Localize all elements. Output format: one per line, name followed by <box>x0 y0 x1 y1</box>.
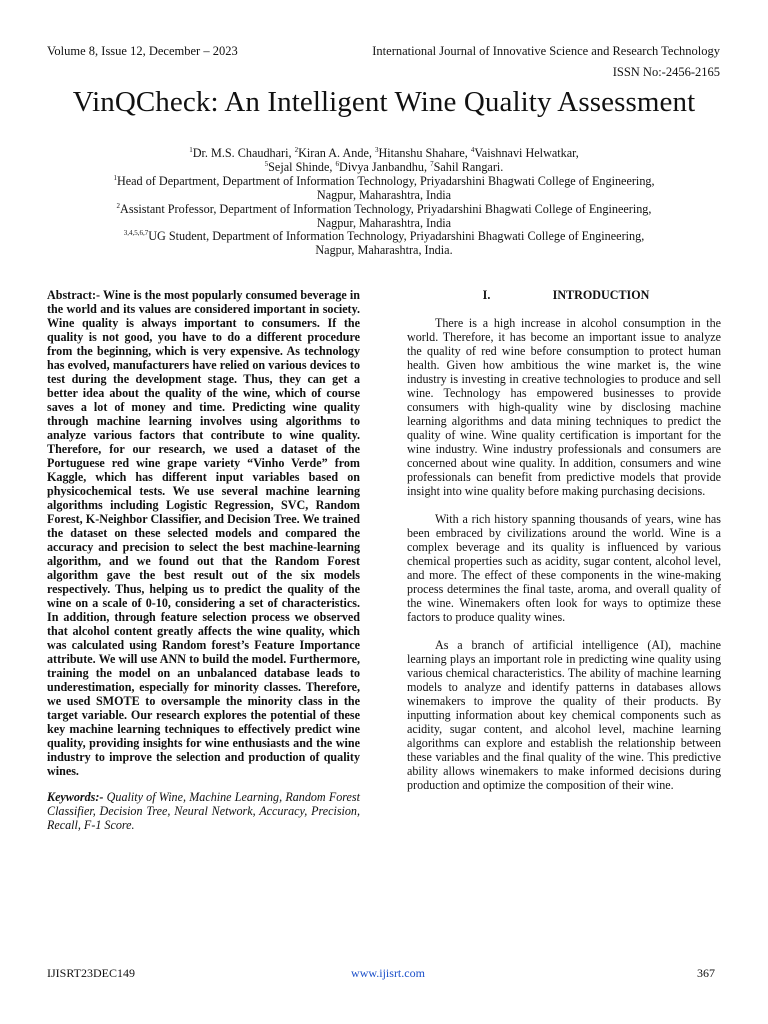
intro-paragraph-3: As a branch of artificial intelligence (AI), machine learning plays an important role in predicting wine quality using various chemical characteristics. The ability of machine learning models to analyze and identify patterns in databases allows winemakers to improve the quality of their products. By inputting information about key chemical components such as acidity, sugar content, and alcohol level, machine learning algorithms can explore and establish the relationship between these variables and the final quality of the wine. This predictive ability allows winemakers to make informed decisions during production and optimize the composition of their wine. <box>407 638 721 792</box>
section-heading-introduction <box>407 288 721 302</box>
author-line-2 <box>70 161 698 175</box>
affiliation-sup: 1 <box>113 173 117 182</box>
affiliation-1-location: Nagpur, Maharashtra, India <box>316 187 452 202</box>
left-column <box>47 288 360 832</box>
affiliation-sup: 3,4,5,6,7 <box>123 229 149 238</box>
right-column <box>407 288 721 806</box>
footer-page-number: 367 <box>697 966 715 980</box>
author-sup: 7 <box>430 159 434 168</box>
author-line-1 <box>70 147 698 161</box>
intro-paragraph-2: With a rich history spanning thousands of years, wine has been embraced by civilizations around the world. Wine is a complex beverage and its quality is influenced by various chemical properties such as acidity, sugar content, alcohol level, and more. The effect of these components in the wine-making process determines the final taste, aroma, and overall quality of the wine. Winemakers often look for ways to optimize these factors to produce quality wines. <box>407 512 721 624</box>
author-sup: 1 <box>189 146 193 154</box>
affiliation-text: Head of Department, Department of Information Technology, Priyadarshini Bhagwati College of Engineering, <box>116 173 655 188</box>
author-name: Vaishnavi Helwatkar, <box>474 146 579 160</box>
header-journal: International Journal of Innovative Science and Research Technology <box>372 44 720 58</box>
footer-article-id: IJISRT23DEC149 <box>47 966 135 980</box>
affiliation-text: UG Student, Department of Information Technology, Priyadarshini Bhagwati College of Engineering, <box>148 229 645 244</box>
header-volume: Volume 8, Issue 12, December – 2023 <box>47 44 238 58</box>
affiliation-3 <box>70 230 698 244</box>
affiliation-2-location: Nagpur, Maharashtra, India <box>316 215 452 230</box>
author-sup: 2 <box>294 146 299 154</box>
affiliation-sup: 2 <box>116 201 121 210</box>
intro-paragraph-1: There is a high increase in alcohol consumption in the world. Therefore, it has become an important issue to analyze the quality of red wine before consumption to protect human health. Given how ambitious the wine market is, the wine industry is investing in creative technologies to produce and sell wine. Technology has empowered businesses to provide consumers with high-quality wine by disclosing machine learning algorithms and data mining techniques to predict the quality of wine. Wine quality certification is important for the wine industry. Wine industry professionals and consumers are concerned about wine quality. In addition, consumers and wine professionals can benefit from predictive models that provide insight into wine quality before making purchasing decisions. <box>407 316 721 498</box>
keywords-text: Quality of Wine, Machine Learning, Random Forest Classifier, Decision Tree, Neural Network, Accuracy, Precision, Recall, F-1 Score. <box>47 790 360 832</box>
affiliation-1 <box>70 175 698 189</box>
paper-title: VinQCheck: An Intelligent Wine Quality Assessment <box>72 86 696 118</box>
author-name: Dr. M.S. Chaudhari, <box>192 146 295 160</box>
author-sup: 4 <box>470 146 475 154</box>
section-number: I. <box>482 288 491 302</box>
affiliation-2 <box>70 203 698 217</box>
header-issn: ISSN No:-2456-2165 <box>612 65 720 79</box>
author-name: Divya Janbandhu, <box>339 159 431 174</box>
keywords-label: Keywords:- <box>47 790 104 804</box>
author-sup: 3 <box>374 146 379 154</box>
author-name: Kiran A. Ande, <box>298 146 375 160</box>
section-title: INTRODUCTION <box>552 288 650 302</box>
author-sup: 5 <box>264 159 269 168</box>
keywords <box>47 790 360 832</box>
author-sup: 6 <box>335 159 340 168</box>
authors-block <box>70 147 698 258</box>
author-name: Sahil Rangari. <box>433 159 504 174</box>
author-name: Sejal Shinde, <box>268 159 336 174</box>
affiliation-text: Assistant Professor, Department of Information Technology, Priyadarshini Bhagwati College of Engineering, <box>120 201 652 216</box>
author-name: Hitanshu Shahare, <box>378 146 471 160</box>
abstract: Abstract:- Wine is the most popularly consumed beverage in the world and its values are considered important in society. Wine quality is always important to consumers. If the quality is not good, you have to do a different procedure from the beginning, which is very expensive. As technology has evolved, manufacturers have relied on various devices to test during the development stage. Thus, they can get a better idea about the quality of the wine, which of course saves a lot of money and time. Predicting wine quality through machine learning involves using algorithms to analyze various factors that contribute to wine quality. Therefore, for our research, we used a dataset of the Portuguese red wine grape variety “Vinho Verde” from Kaggle, which has different input variables based on physicochemical tests. We use several machine learning algorithms including Logistic Regression, SVC, Random Forest, K-Neighbor Classifier, and Decision Tree. We trained the dataset on these selected models and compared the accuracy and precision to select the best machine-learning algorithm, and we found out that the Random Forest algorithm gave the best result out of the six models respectively. Thus, helping us to predict the quality of the wine on a scale of 0-10, considering a set of characteristics. In addition, through feature selection process we observed that alcohol content greatly affects the wine quality, which was calculated using Random forest’s Feature Importance attribute. We will use ANN to build the model. Furthermore, training the model on an unbalanced database leads to underestimation, especially for minority classes. Therefore, we used SMOTE to oversample the minority class in the target variable. Our research explores the potential of these key machine learning techniques to effectively predict wine quality, providing insights for wine enthusiasts and the wine industry to improve the selection and production of quality wines. <box>47 288 360 778</box>
affiliation-3-location: Nagpur, Maharashtra, India. <box>315 243 453 258</box>
footer-url[interactable]: www.ijisrt.com <box>351 966 425 980</box>
